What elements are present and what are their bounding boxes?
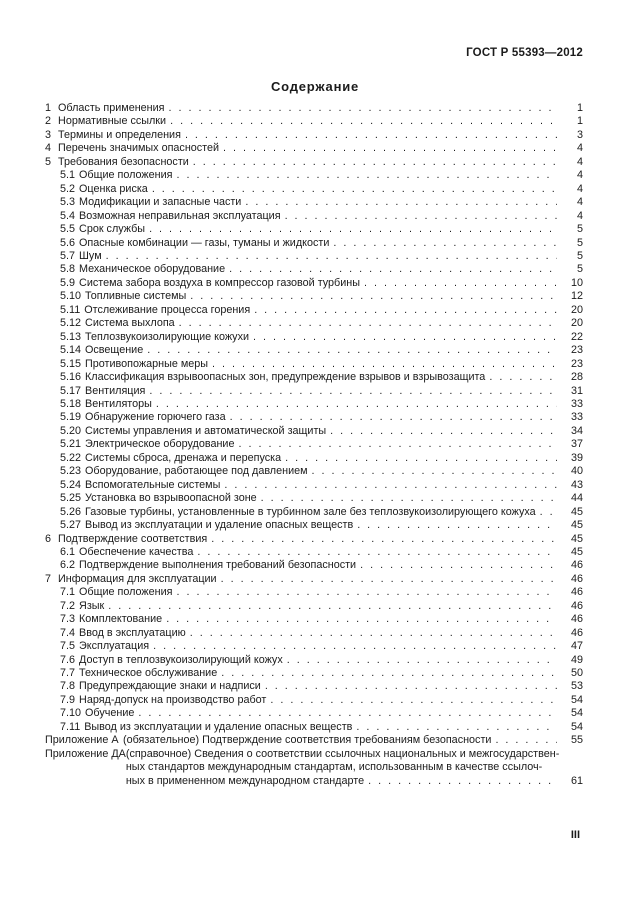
entry-number: 6 — [45, 532, 52, 545]
dot-leader — [357, 519, 557, 532]
entry-title: Ввод в эксплуатацию — [79, 626, 186, 639]
toc-entry — [45, 263, 583, 276]
entry-number: 5.13 — [60, 330, 82, 343]
entry-title: Область применения — [58, 102, 165, 114]
entry-title: Комплектование — [79, 613, 163, 626]
toc-entry — [45, 721, 583, 734]
appendix-label: Приложение А — [45, 734, 119, 747]
dot-leader — [179, 317, 557, 330]
entry-number: 7 — [45, 572, 52, 585]
entry-number: 7.9 — [60, 693, 76, 706]
entry-page: 5 — [576, 249, 583, 262]
dot-leader — [190, 290, 557, 303]
entry-title: Система забора воздуха в компрессор газовой турбины — [79, 276, 360, 289]
toc-entry — [45, 492, 583, 505]
dot-leader — [153, 640, 557, 653]
entry-number: 5.23 — [60, 465, 82, 478]
entry-page: 5 — [576, 236, 583, 249]
entry-page: 39 — [570, 451, 583, 464]
entry-title: Наряд-допуск на производство работ — [79, 693, 267, 706]
doc-code: ГОСТ Р 55393—2012 — [466, 47, 583, 59]
entry-number: 5.7 — [60, 249, 76, 262]
toc-entry — [45, 304, 583, 317]
entry-page: 45 — [570, 532, 583, 545]
toc-list — [45, 102, 583, 734]
entry-number: 5.21 — [60, 438, 82, 451]
entry-number: 1 — [45, 102, 52, 114]
dot-leader — [224, 479, 557, 492]
dot-leader — [221, 667, 557, 680]
entry-number: 5.3 — [60, 196, 76, 209]
entry-title: Предупреждающие знаки и надписи — [79, 680, 261, 693]
entry-page: 45 — [570, 545, 583, 558]
entry-page: 47 — [570, 640, 583, 653]
dot-leader — [152, 183, 557, 196]
dot-leader — [177, 169, 557, 182]
dot-leader — [265, 680, 557, 693]
toc-entry — [45, 479, 583, 492]
entry-title: Язык — [79, 599, 105, 612]
entry-number: 5.26 — [60, 505, 82, 518]
toc-entry — [45, 680, 583, 693]
entry-number: 7.3 — [60, 613, 76, 626]
entry-title: Вспомогательные системы — [85, 478, 221, 491]
entry-title: Информация для эксплуатации — [58, 572, 217, 585]
toc-entry — [45, 640, 583, 653]
toc-entry — [45, 331, 583, 344]
entry-page: 28 — [570, 371, 583, 384]
dot-leader — [245, 196, 557, 209]
entry-page: 54 — [570, 707, 583, 720]
dot-leader — [330, 425, 557, 438]
entry-page: 4 — [576, 182, 583, 195]
entry-title: Опасные комбинации — газы, туманы и жидкости — [79, 236, 330, 249]
entry-page: 46 — [570, 626, 583, 639]
entry-page: 37 — [570, 438, 583, 451]
entry-title: Термины и определения — [58, 128, 181, 141]
entry-title: Система выхлопа — [85, 317, 175, 330]
dot-leader — [156, 398, 557, 411]
entry-page: 43 — [570, 478, 583, 491]
entry-page: 44 — [570, 492, 583, 505]
entry-number: 4 — [45, 142, 52, 155]
entry-number: 5.9 — [60, 276, 76, 289]
entry-title: Вывод из эксплуатации и удаление опасных веществ — [84, 720, 353, 733]
toc-entry — [45, 237, 583, 250]
toc-entry — [45, 156, 583, 169]
toc-entry — [45, 196, 583, 209]
toc-entry — [45, 425, 583, 438]
entry-title: Обеспечение качества — [79, 545, 194, 558]
entry-title: Противопожарные меры — [85, 357, 209, 370]
entry-page: 45 — [570, 519, 583, 532]
entry-number: 7.2 — [60, 599, 76, 612]
entry-number: 2 — [45, 115, 52, 128]
dot-leader — [223, 142, 557, 155]
entry-number: 7.10 — [60, 707, 82, 720]
appendix-line — [123, 734, 583, 747]
appendix-line — [126, 775, 583, 788]
entry-page: 55 — [570, 734, 583, 747]
entry-title: Техническое обслуживание — [79, 667, 218, 680]
toc-entry — [45, 586, 583, 599]
toc-entry — [45, 344, 583, 357]
entry-page: 46 — [570, 613, 583, 626]
entry-page: 61 — [570, 774, 583, 787]
entry-title: Отслеживание процесса горения — [84, 303, 251, 316]
toc-entry — [45, 210, 583, 223]
entry-title: Механическое оборудование — [79, 263, 226, 276]
appendix-entry — [45, 748, 583, 788]
entry-page: 46 — [570, 599, 583, 612]
entry-page: 49 — [570, 653, 583, 666]
dot-leader — [170, 115, 557, 128]
entry-page: 12 — [570, 290, 583, 303]
entry-number: 5.1 — [60, 169, 76, 182]
dot-leader — [147, 344, 557, 357]
entry-number: 5.4 — [60, 209, 76, 222]
toc-entry — [45, 694, 583, 707]
toc-entry — [45, 613, 583, 626]
entry-title: Электрическое оборудование — [85, 438, 235, 451]
appendix-text: ных стандартов международным стандартам, использованным в качестве ссылоч- — [125, 761, 543, 774]
toc-entry — [45, 654, 583, 667]
toc-entry — [45, 533, 583, 546]
toc-entry — [45, 102, 583, 115]
entry-title: Системы сброса, дренажа и перепуска — [85, 451, 282, 464]
toc-entry — [45, 519, 583, 532]
dot-leader — [108, 600, 557, 613]
entry-page: 4 — [576, 142, 583, 155]
entry-page: 3 — [576, 128, 583, 141]
dot-leader — [364, 277, 557, 290]
entry-number: 5.12 — [60, 317, 82, 330]
entry-title: Топливные системы — [85, 290, 187, 303]
entry-number: 5.22 — [60, 451, 82, 464]
toc-entry — [45, 506, 583, 519]
entry-page: 50 — [570, 667, 583, 680]
entry-number: 7.8 — [60, 680, 76, 693]
entry-page: 4 — [576, 196, 583, 209]
entry-number: 5.15 — [60, 357, 82, 370]
entry-title: Общие положения — [79, 586, 173, 599]
dot-leader — [106, 250, 557, 263]
page-title: Содержание — [270, 79, 360, 94]
dot-leader — [261, 492, 557, 505]
dot-leader — [197, 546, 557, 559]
entry-number: 5.2 — [60, 182, 76, 195]
dot-leader — [169, 102, 557, 115]
entry-title: Срок службы — [79, 223, 146, 236]
appendix-text: (справочное) Сведения о соответствии ссылочных национальных и межгосударствен- — [125, 747, 560, 760]
entry-page: 4 — [576, 155, 583, 168]
dot-leader — [229, 263, 557, 276]
dot-leader — [540, 506, 557, 519]
entry-number: 5.18 — [60, 397, 82, 410]
entry-page: 46 — [570, 572, 583, 585]
dot-leader — [149, 223, 557, 236]
entry-title: Подтверждение соответствия — [58, 532, 208, 545]
entry-number: 7.4 — [60, 626, 76, 639]
entry-title: Теплозвукоизолирующие кожухи — [85, 330, 250, 343]
dot-leader — [177, 586, 557, 599]
entry-title: Освещение — [85, 344, 144, 357]
entry-page: 33 — [570, 411, 583, 424]
dot-leader — [368, 775, 557, 788]
footer-page-number: III — [570, 829, 580, 841]
entry-number: 5.27 — [60, 519, 82, 532]
entry-page: 54 — [570, 693, 583, 706]
entry-page: 22 — [570, 330, 583, 343]
entry-title: Газовые турбины, установленные в турбинном зале без теплозвукоизолирующего кожуха — [85, 505, 536, 518]
entry-number: 5.10 — [60, 290, 82, 303]
entry-number: 7.7 — [60, 667, 76, 680]
toc-entry — [45, 371, 583, 384]
dot-leader — [238, 438, 557, 451]
entry-title: Общие положения — [79, 169, 173, 182]
entry-page: 46 — [570, 559, 583, 572]
toc-entry — [45, 452, 583, 465]
entry-number: 5.6 — [60, 236, 76, 249]
dot-leader — [270, 694, 557, 707]
toc-entry — [45, 317, 583, 330]
appendix-line — [126, 761, 583, 774]
toc-entry — [45, 250, 583, 263]
entry-number: 7.11 — [60, 720, 81, 733]
dot-leader — [254, 304, 557, 317]
entry-page: 34 — [570, 424, 583, 437]
entry-title: Модификации и запасные части — [79, 196, 242, 209]
appendix-text: ных в примененном международном стандарте — [125, 774, 365, 787]
entry-title: Шум — [79, 249, 102, 262]
appendix-entry — [45, 734, 583, 747]
entry-number: 5.5 — [60, 223, 76, 236]
dot-leader — [166, 613, 557, 626]
dot-leader — [230, 411, 557, 424]
dot-leader — [221, 573, 557, 586]
entry-number: 3 — [45, 128, 52, 141]
entry-page: 10 — [570, 276, 583, 289]
toc-entry — [45, 627, 583, 640]
entry-title: Эксплуатация — [79, 640, 150, 653]
dot-leader — [356, 721, 557, 734]
entry-page: 5 — [576, 223, 583, 236]
entry-page: 1 — [576, 115, 583, 128]
entry-title: Вывод из эксплуатации и удаление опасных веществ — [85, 519, 354, 532]
appendix-description — [123, 734, 583, 747]
dot-leader — [149, 385, 557, 398]
entry-title: Установка во взрывоопасной зоне — [85, 492, 257, 505]
entry-page: 1 — [576, 102, 583, 114]
entry-number: 5 — [45, 155, 52, 168]
dot-leader — [287, 654, 557, 667]
dot-leader — [193, 156, 557, 169]
dot-leader — [211, 533, 557, 546]
entry-number: 7.5 — [60, 640, 76, 653]
toc-entry — [45, 223, 583, 236]
entry-title: Подтверждение выполнения требований безопасности — [79, 559, 357, 572]
toc-entry — [45, 115, 583, 128]
entry-page: 4 — [576, 169, 583, 182]
entry-number: 5.20 — [60, 424, 82, 437]
appendix-text: (обязательное) Подтверждение соответствия требованиям безопасности — [123, 734, 492, 747]
entry-title: Возможная неправильная эксплуатация — [79, 209, 281, 222]
entry-title: Классификация взрывоопасных зон, предупреждение взрывов и взрывозащита — [85, 371, 486, 384]
toc-entry — [45, 667, 583, 680]
toc-entry — [45, 142, 583, 155]
toc-entry — [45, 559, 583, 572]
entry-number: 6.1 — [60, 545, 76, 558]
entry-page: 20 — [570, 317, 583, 330]
entry-number: 5.16 — [60, 371, 82, 384]
entry-page: 23 — [570, 357, 583, 370]
entry-page: 45 — [570, 505, 583, 518]
entry-title: Обнаружение горючего газа — [85, 411, 226, 424]
entry-title: Вентиляторы — [85, 397, 152, 410]
entry-page: 33 — [570, 397, 583, 410]
entry-page: 54 — [570, 720, 583, 733]
entry-page: 20 — [570, 303, 583, 316]
entry-page: 23 — [570, 344, 583, 357]
appendix-line — [126, 748, 583, 761]
entry-number: 5.14 — [60, 344, 82, 357]
dot-leader — [185, 129, 557, 142]
toc-entry — [45, 169, 583, 182]
dot-leader — [138, 707, 557, 720]
entry-number: 7.1 — [60, 586, 76, 599]
toc-entry — [45, 707, 583, 720]
entry-page: 46 — [570, 586, 583, 599]
toc-entry — [45, 385, 583, 398]
entry-title: Нормативные ссылки — [58, 115, 167, 128]
entry-title: Обучение — [85, 707, 135, 720]
dot-leader — [212, 358, 557, 371]
entry-page: 5 — [576, 263, 583, 276]
table-of-contents — [45, 102, 583, 788]
dot-leader — [285, 210, 557, 223]
toc-entry — [45, 398, 583, 411]
toc-entry — [45, 129, 583, 142]
dot-leader — [312, 465, 557, 478]
entry-number: 5.11 — [60, 303, 81, 316]
entry-title: Требования безопасности — [58, 155, 189, 168]
entry-number: 6.2 — [60, 559, 76, 572]
entry-page: 53 — [570, 680, 583, 693]
entry-page: 4 — [576, 209, 583, 222]
entry-title: Системы управления и автоматической защиты — [85, 424, 327, 437]
toc-entry — [45, 277, 583, 290]
entry-number: 5.8 — [60, 263, 76, 276]
toc-entry — [45, 438, 583, 451]
toc-entry — [45, 411, 583, 424]
toc-entry — [45, 290, 583, 303]
dot-leader — [285, 452, 557, 465]
appendix-label: Приложение ДА — [45, 747, 126, 760]
dot-leader — [333, 237, 557, 250]
entry-title: Доступ в теплозвукоизолирующий кожух — [79, 653, 283, 666]
appendix-list — [45, 734, 583, 788]
entry-title: Оборудование, работающее под давлением — [85, 465, 308, 478]
toc-entry — [45, 183, 583, 196]
toc-entry — [45, 600, 583, 613]
entry-number: 5.25 — [60, 492, 82, 505]
toc-entry — [45, 358, 583, 371]
dot-leader — [495, 734, 557, 747]
entry-number: 7.6 — [60, 653, 76, 666]
toc-entry — [45, 465, 583, 478]
dot-leader — [360, 559, 557, 572]
entry-page: 40 — [570, 465, 583, 478]
entry-title: Перечень значимых опасностей — [58, 142, 220, 155]
entry-title: Вентиляция — [85, 384, 146, 397]
dot-leader — [253, 331, 557, 344]
appendix-description — [126, 748, 583, 788]
toc-entry — [45, 546, 583, 559]
entry-number: 5.24 — [60, 478, 82, 491]
entry-page: 31 — [570, 384, 583, 397]
dot-leader — [190, 627, 557, 640]
entry-title: Оценка риска — [79, 182, 148, 195]
toc-entry — [45, 573, 583, 586]
entry-number: 5.17 — [60, 384, 82, 397]
dot-leader — [489, 371, 557, 384]
entry-number: 5.19 — [60, 411, 82, 424]
